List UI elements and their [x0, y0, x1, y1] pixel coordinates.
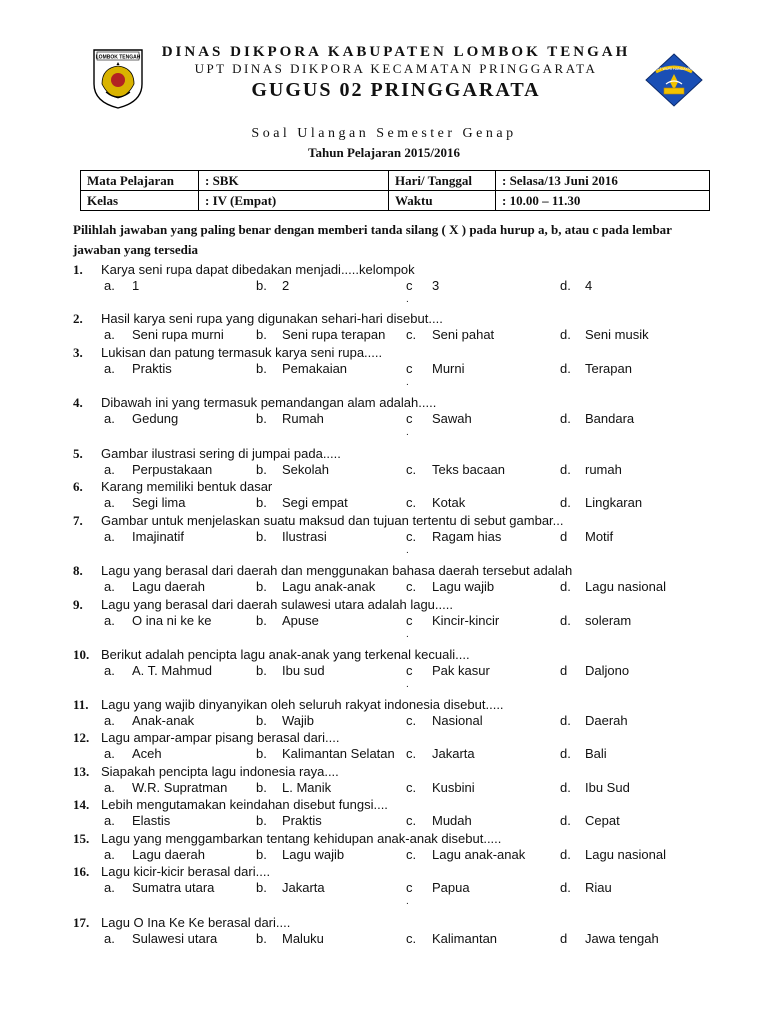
option-text: Lagu daerah [132, 579, 206, 594]
time-value: : 10.00 – 11.30 [496, 191, 710, 211]
option-text: Sumatra utara [132, 880, 215, 895]
question-text: Lagu yang menggambarkan tentang kehidupan anak-anak disebut..... [101, 831, 502, 846]
option-text: Bali [585, 746, 607, 761]
option-letter: c [406, 663, 413, 678]
question-text: Gambar ilustrasi sering di jumpai pada..... [101, 446, 341, 461]
option-text: Apuse [282, 613, 319, 628]
option-letter: c. [406, 462, 417, 477]
option-letter: d. [560, 746, 571, 761]
option-letter: b. [256, 278, 267, 293]
option-letter: a. [104, 529, 115, 544]
option-letter: d. [560, 462, 571, 477]
option-letter: c [406, 411, 413, 426]
question-text: Lagu kicir-kicir berasal dari.... [101, 864, 271, 879]
option-letter: b. [256, 529, 267, 544]
time-label: Waktu [389, 191, 496, 211]
option-text: Cepat [585, 813, 620, 828]
option-letter: c. [406, 327, 417, 342]
option-letter: d. [560, 411, 571, 426]
stray-dot: . [406, 377, 409, 388]
option-letter: d. [560, 880, 571, 895]
option-text: W.R. Supratman [132, 780, 228, 795]
question-text: Gambar untuk menjelaskan suatu maksud dan tujuan tertentu di sebut gambar... [101, 513, 564, 528]
option-text: 2 [282, 278, 290, 293]
option-letter: d [560, 529, 568, 544]
exam-title: Soal Ulangan Semester Genap [251, 126, 517, 141]
option-text: Ibu Sud [585, 780, 630, 795]
stray-dot: . [406, 896, 409, 907]
option-text: Sekolah [282, 462, 329, 477]
option-letter: a. [104, 780, 115, 795]
option-letter: c. [406, 579, 417, 594]
option-text: Wajib [282, 713, 315, 728]
option-letter: a. [104, 278, 115, 293]
question-number: 8. [73, 563, 83, 578]
office-name: UPT DINAS DIKPORA KECAMATAN PRINGGARATA [194, 61, 598, 76]
option-letter: d. [560, 495, 571, 510]
class-value: : IV (Empat) [199, 191, 389, 211]
option-text: Lagu daerah [132, 847, 206, 862]
option-letter: a. [104, 746, 115, 761]
option-letter: b. [256, 847, 267, 862]
option-text: Jakarta [282, 880, 325, 895]
option-text: Lagu wajib [432, 579, 495, 594]
question-text: Karang memiliki bentuk dasar [101, 479, 273, 494]
option-letter: c. [406, 529, 417, 544]
question-text: Siapakah pencipta lagu indonesia raya.... [101, 764, 339, 779]
option-letter: a. [104, 613, 115, 628]
option-letter: c [406, 880, 413, 895]
option-text: Rumah [282, 411, 324, 426]
logo-caption: LOMBOK TENGAH [95, 54, 141, 61]
option-letter: a. [104, 880, 115, 895]
option-text: Jakarta [432, 746, 475, 761]
option-letter: c. [406, 746, 417, 761]
option-letter: c [406, 613, 413, 628]
option-text: Maluku [282, 931, 324, 946]
option-text: Riau [585, 880, 612, 895]
option-text: Daerah [585, 713, 628, 728]
option-text: Praktis [132, 361, 172, 376]
option-letter: d. [560, 327, 571, 342]
option-text: Ragam hias [432, 529, 502, 544]
option-letter: a. [104, 361, 115, 376]
question-text: Berikut adalah pencipta lagu anak-anak yang terkenal kecuali.... [101, 647, 470, 662]
option-letter: b. [256, 411, 267, 426]
option-letter: c. [406, 713, 417, 728]
stray-dot: . [406, 679, 409, 690]
option-letter: c. [406, 495, 417, 510]
option-text: Kincir-kincir [432, 613, 500, 628]
question-number: 17. [73, 915, 90, 930]
option-text: Lagu nasional [585, 847, 666, 862]
option-letter: a. [104, 579, 115, 594]
option-letter: d. [560, 813, 571, 828]
question-text: Hasil karya seni rupa yang digunakan sehari-hari disebut.... [101, 311, 443, 326]
option-text: Aceh [132, 746, 162, 761]
option-letter: b. [256, 931, 267, 946]
question-text: Dibawah ini yang termasuk pemandangan alam adalah..... [101, 395, 437, 410]
option-letter: a. [104, 847, 115, 862]
question-number: 14. [73, 797, 90, 812]
option-letter: b. [256, 361, 267, 376]
option-text: Motif [585, 529, 614, 544]
question-number: 12. [73, 730, 90, 745]
option-letter: c. [406, 931, 417, 946]
option-text: Segi empat [282, 495, 348, 510]
option-letter: a. [104, 327, 115, 342]
option-text: Jawa tengah [585, 931, 659, 946]
option-letter: d. [560, 361, 571, 376]
option-text: Seni pahat [432, 327, 495, 342]
cluster-name: GUGUS 02 PRINGGARATA [251, 79, 541, 101]
option-text: Kusbini [432, 780, 475, 795]
option-text: Seni rupa murni [132, 327, 224, 342]
option-text: rumah [585, 462, 622, 477]
option-letter: c. [406, 813, 417, 828]
option-text: Perpustakaan [132, 462, 213, 477]
option-letter: b. [256, 495, 267, 510]
option-text: A. T. Mahmud [132, 663, 212, 678]
option-text: Pemakaian [282, 361, 348, 376]
question-number: 11. [73, 697, 89, 712]
question-number: 16. [73, 864, 90, 879]
option-text: O ina ni ke ke [132, 613, 212, 628]
option-text: Mudah [432, 813, 472, 828]
option-text: Lagu anak-anak [432, 847, 526, 862]
question-number: 3. [73, 345, 83, 360]
option-text: L. Manik [282, 780, 332, 795]
question-number: 7. [73, 513, 83, 528]
option-letter: b. [256, 746, 267, 761]
option-letter: b. [256, 880, 267, 895]
option-letter: d [560, 663, 568, 678]
option-letter: a. [104, 411, 115, 426]
option-text: Lagu nasional [585, 579, 666, 594]
option-letter: b. [256, 462, 267, 477]
option-letter: b. [256, 613, 267, 628]
option-text: Murni [432, 361, 465, 376]
option-text: Lagu wajib [282, 847, 345, 862]
option-text: Lagu anak-anak [282, 579, 376, 594]
question-number: 6. [73, 479, 83, 494]
option-letter: b. [256, 713, 267, 728]
question-number: 9. [73, 597, 83, 612]
question-number: 4. [73, 395, 83, 410]
option-text: Sulawesi utara [132, 931, 218, 946]
option-text: Kalimantan [432, 931, 498, 946]
class-label: Kelas [81, 191, 199, 211]
option-letter: c [406, 278, 413, 293]
option-text: Sawah [432, 411, 472, 426]
subject-label: Mata Pelajaran [81, 171, 199, 191]
option-letter: a. [104, 813, 115, 828]
option-text: Seni rupa terapan [282, 327, 386, 342]
option-text: Kalimantan Selatan [282, 746, 395, 761]
question-text: Lagu yang berasal dari daerah sulawesi utara adalah lagu..... [101, 597, 453, 612]
option-letter: b. [256, 813, 267, 828]
logo-motto: TUT WURI HANDAYANI [654, 67, 694, 71]
option-text: Segi lima [132, 495, 186, 510]
option-text: Ibu sud [282, 663, 325, 678]
option-letter: d. [560, 278, 571, 293]
question-text: Lukisan dan patung termasuk karya seni rupa..... [101, 345, 383, 360]
question-number: 1. [73, 262, 83, 277]
option-text: Papua [432, 880, 470, 895]
option-letter: c. [406, 847, 417, 862]
question-text: Karya seni rupa dapat dibedakan menjadi.....kelompok [101, 262, 415, 277]
option-letter: a. [104, 495, 115, 510]
agency-name: DINAS DIKPORA KABUPATEN LOMBOK TENGAH [161, 44, 631, 60]
question-text: Lebih mengutamakan keindahan disebut fungsi.... [101, 797, 388, 812]
option-text: soleram [585, 613, 632, 628]
option-letter: b. [256, 780, 267, 795]
question-text: Lagu O Ina Ke Ke berasal dari.... [101, 915, 291, 930]
question-number: 15. [73, 831, 90, 846]
option-text: Pak kasur [432, 663, 490, 678]
stray-dot: . [406, 629, 409, 640]
option-letter: a. [104, 713, 115, 728]
question-text: Lagu yang berasal dari daerah dan menggunakan bahasa daerah tersebut adalah [101, 563, 573, 578]
question-number: 5. [73, 446, 83, 461]
stray-dot: . [406, 294, 409, 305]
stray-dot: . [406, 427, 409, 438]
option-letter: d [560, 931, 568, 946]
date-label: Hari/ Tanggal [389, 171, 496, 191]
option-text: Daljono [585, 663, 630, 678]
option-letter: d. [560, 579, 571, 594]
option-letter: b. [256, 579, 267, 594]
date-value: : Selasa/13 Juni 2016 [496, 171, 710, 191]
option-text: Kotak [432, 495, 466, 510]
academic-year: Tahun Pelajaran 2015/2016 [308, 145, 460, 160]
option-text: 3 [432, 278, 440, 293]
option-letter: c. [406, 780, 417, 795]
option-letter: b. [256, 663, 267, 678]
stray-dot: . [406, 545, 409, 556]
option-text: Gedung [132, 411, 179, 426]
option-text: Nasional [432, 713, 483, 728]
option-text: Teks bacaan [432, 462, 505, 477]
option-letter: d. [560, 713, 571, 728]
question-number: 13. [73, 764, 90, 779]
question-number: 10. [73, 647, 90, 662]
option-text: Anak-anak [132, 713, 195, 728]
question-text: Lagu ampar-ampar pisang berasal dari.... [101, 730, 340, 745]
option-letter: a. [104, 462, 115, 477]
option-letter: d. [560, 613, 571, 628]
option-text: Elastis [132, 813, 171, 828]
option-text: 4 [585, 278, 593, 293]
option-text: Bandara [585, 411, 635, 426]
option-text: Lingkaran [585, 495, 643, 510]
option-text: Praktis [282, 813, 322, 828]
option-text: 1 [132, 278, 140, 293]
option-text: Ilustrasi [282, 529, 327, 544]
option-letter: d. [560, 780, 571, 795]
option-text: Seni musik [585, 327, 649, 342]
option-letter: b. [256, 327, 267, 342]
option-letter: a. [104, 663, 115, 678]
option-letter: d. [560, 847, 571, 862]
option-letter: a. [104, 931, 115, 946]
instructions: Pilihlah jawaban yang paling benar dengan memberi tanda silang ( X ) pada hurup a, b, atau c pada lembar jawaban yang tersedia [73, 222, 672, 257]
subject-value: : SBK [199, 171, 389, 191]
question-number: 2. [73, 311, 83, 326]
option-text: Imajinatif [132, 529, 185, 544]
question-text: Lagu yang wajib dinyanyikan oleh seluruh rakyat indonesia disebut..... [101, 697, 504, 712]
option-text: Terapan [585, 361, 632, 376]
option-letter: c [406, 361, 413, 376]
